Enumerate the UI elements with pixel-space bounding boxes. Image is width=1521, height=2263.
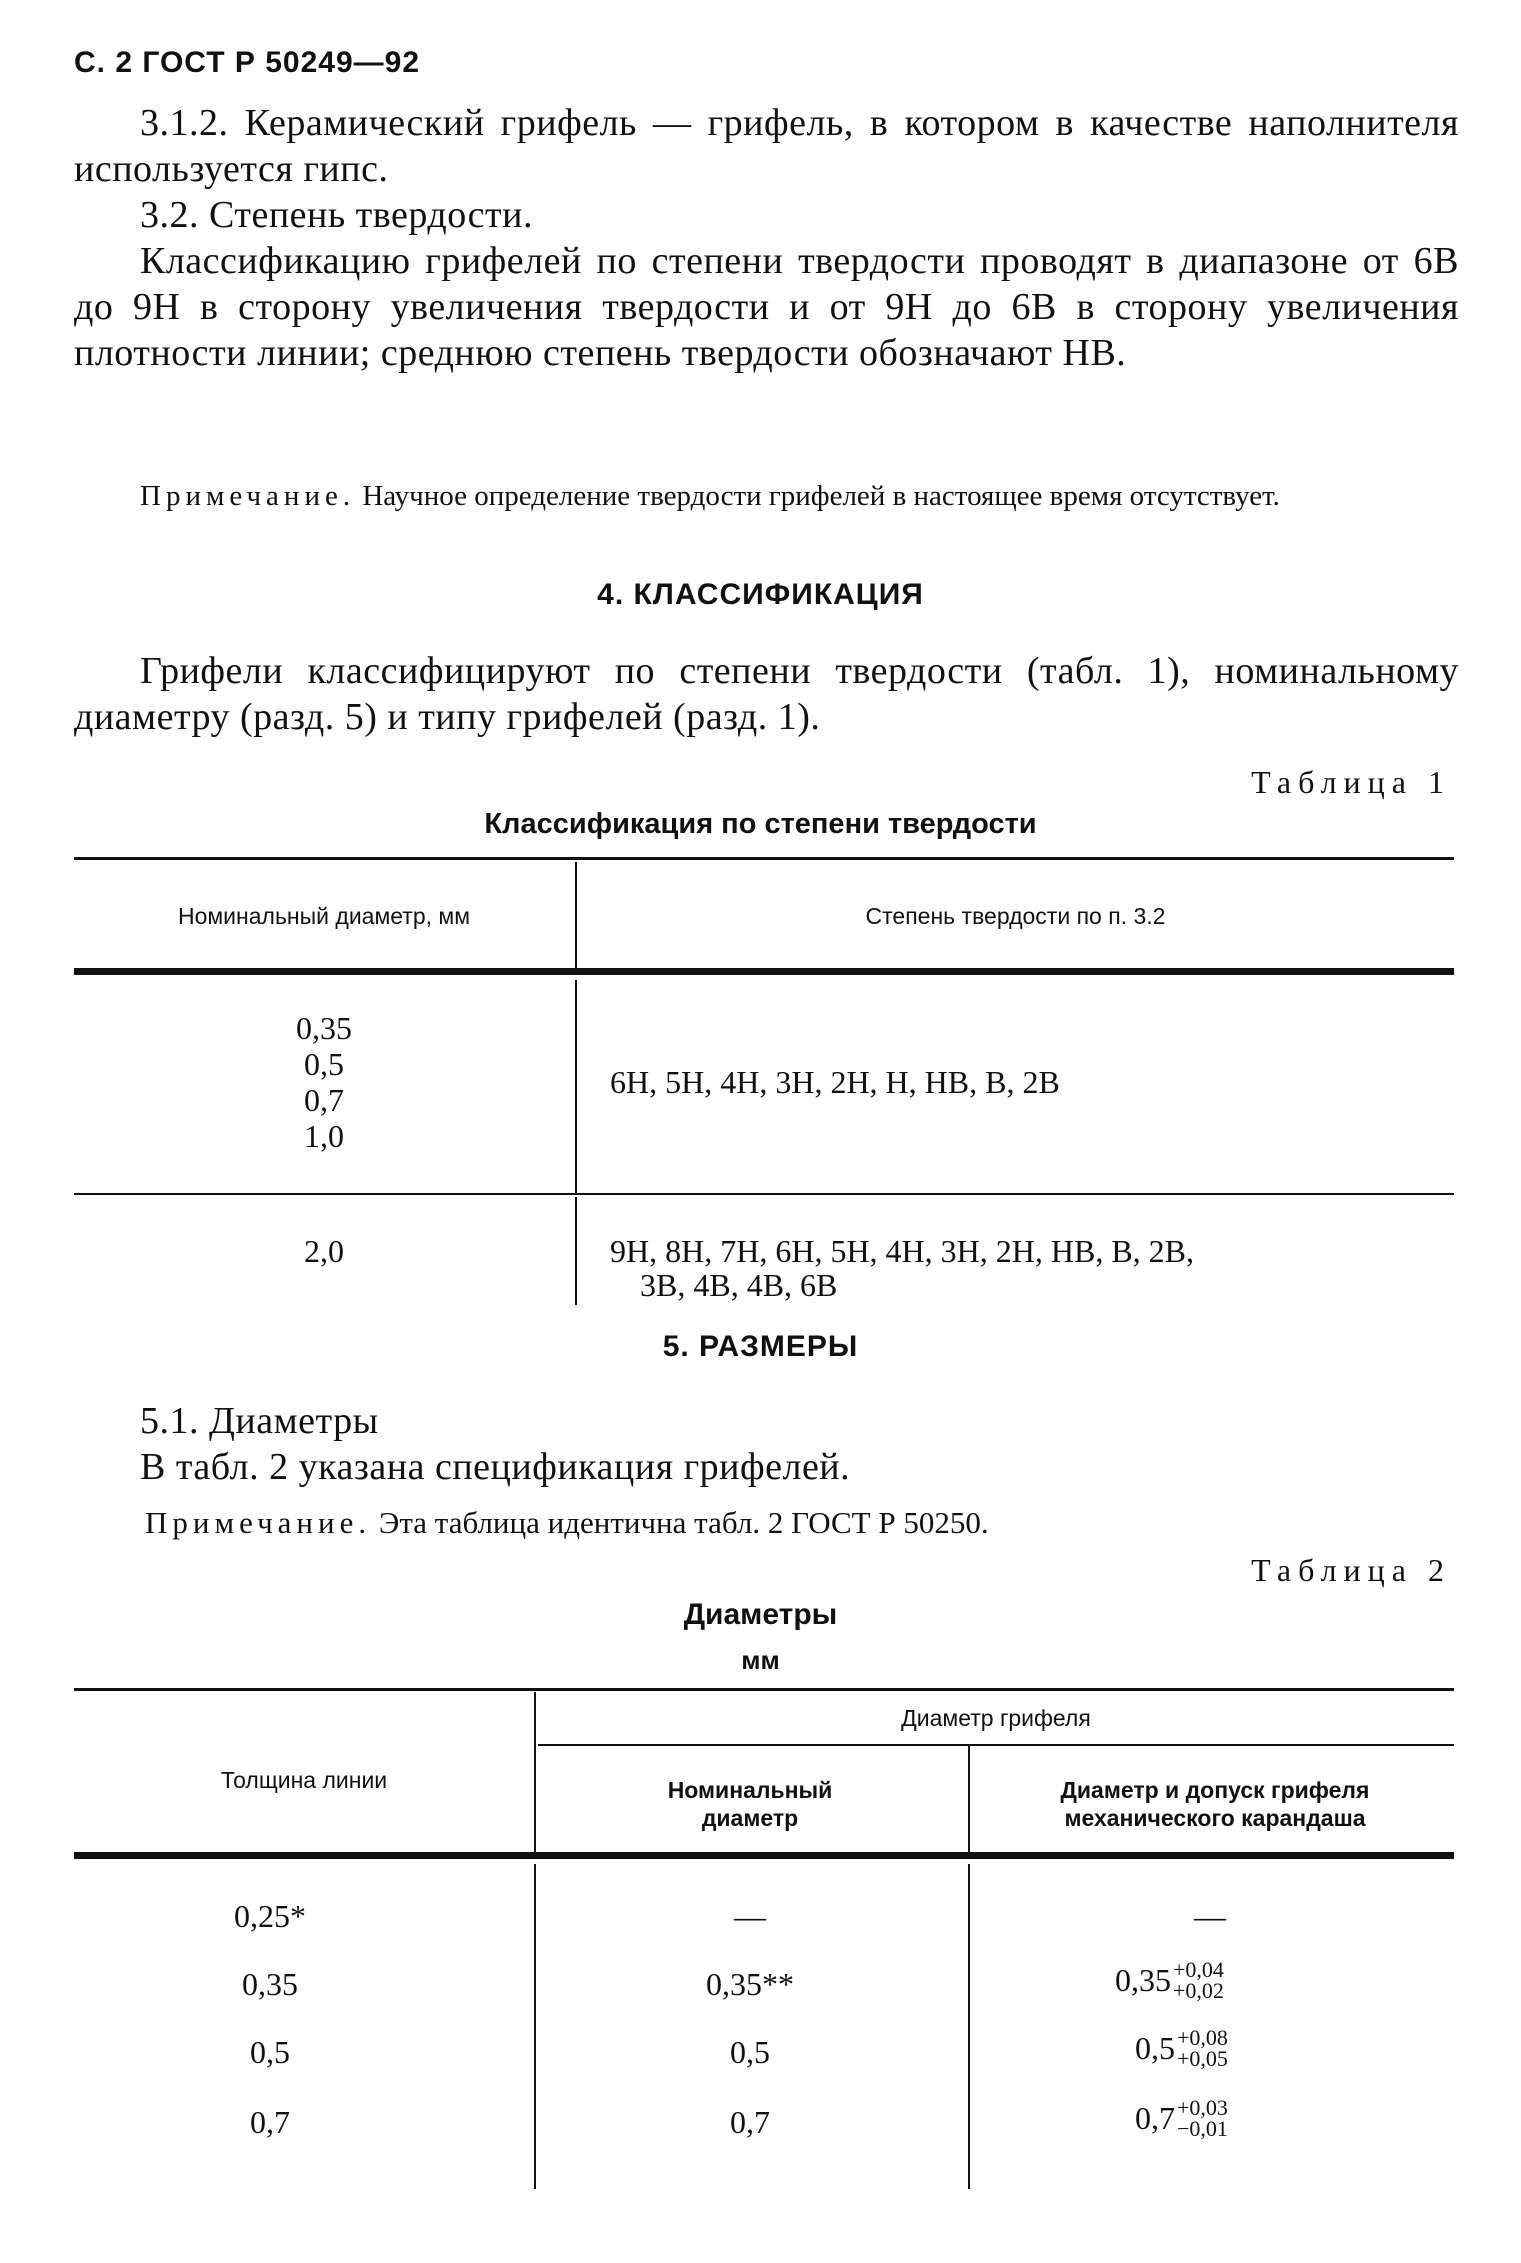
table-2-header-mech: Диаметр и допуск грифеля механического карандаша xyxy=(1060,1777,1370,1831)
mech-diameter: 0,5 xyxy=(1135,2030,1175,2066)
table-2-divider-2 xyxy=(968,1864,970,2189)
table-2-row-nominal: 0,5 xyxy=(730,2034,770,2070)
table-2-top-rule xyxy=(74,1688,1454,1691)
tolerance-upper: +0,03 xyxy=(1177,2094,1228,2120)
diameter-value: 0,5 xyxy=(304,1046,344,1082)
mech-diameter: 0,7 xyxy=(1135,2100,1175,2136)
table-2-divider-1 xyxy=(534,1692,536,1852)
table-2-row-line: 0,35 xyxy=(242,1966,298,2002)
tolerance xyxy=(1177,2094,1228,2141)
paragraph-5-1: 5.1. Диаметры xyxy=(140,1400,379,1442)
table-1-header-grade: Степень твердости по п. 3.2 xyxy=(865,903,1166,929)
table-2-divider-1 xyxy=(534,1864,536,2189)
tolerance-lower: +0,05 xyxy=(1177,2045,1228,2071)
table-2-row-mech xyxy=(1115,1956,1224,2005)
table-2-title: Диаметры xyxy=(683,1598,838,1631)
table-1-row-2-grades-line1: 9H, 8H, 7H, 6H, 5H, 4H, 3H, 2H, HB, B, 2B, xyxy=(610,1233,1195,1269)
tolerance xyxy=(1177,2024,1228,2071)
note-1-label: Примечание. xyxy=(140,480,356,512)
table-2-row-nominal: 0,7 xyxy=(730,2104,770,2140)
table-1-header-diameter: Номинальный диаметр, мм xyxy=(177,903,471,929)
table-1-divider xyxy=(575,980,577,1193)
table-1-top-rule xyxy=(74,857,1454,860)
note-2 xyxy=(145,1505,1445,1541)
table-1-label: Таблица 1 xyxy=(1251,764,1451,800)
tolerance xyxy=(1173,1956,1224,2003)
table-1-title: Классификация по степени твердости xyxy=(484,808,1037,840)
paragraph-5-1-text: В табл. 2 указана спецификация грифелей. xyxy=(140,1446,851,1488)
table-2-header-line: Толщина линии xyxy=(220,1767,388,1793)
tolerance-upper: +0,04 xyxy=(1173,1956,1224,1982)
note-1 xyxy=(74,478,1459,514)
table-2-row-mech xyxy=(1135,2094,1228,2143)
table-2-header-nominal: Номинальный диаметр xyxy=(667,1777,833,1831)
paragraph-3-1-2: 3.1.2. Керамический грифель — грифель, в котором в качестве наполнителя используется гипс. xyxy=(74,102,1459,190)
section-4-text: Грифели классифицируют по степени твердости (табл. 1), номинальному диаметру (разд. 5) и типу грифелей (разд. 1). xyxy=(74,650,1459,738)
note-2-label: Примечание. xyxy=(145,1505,372,1540)
diameter-value: 0,7 xyxy=(304,1082,344,1118)
table-1-row-rule xyxy=(74,1193,1454,1195)
table-2-row-nominal: 0,35** xyxy=(706,1966,794,2002)
table-1-row-1-grades: 6H, 5H, 4H, 3H, 2H, H, HB, B, 2B xyxy=(610,1064,1060,1100)
paragraph-3-2-title: 3.2. Степень твердости. xyxy=(140,194,533,236)
table-2-subheader-rule xyxy=(538,1744,1454,1746)
table-2-row-line: 0,25* xyxy=(234,1898,306,1934)
table-2-row-mech: — xyxy=(1194,1898,1226,1934)
table-2-label: Таблица 2 xyxy=(1251,1552,1451,1588)
section-5-title: 5. РАЗМЕРЫ xyxy=(662,1330,859,1363)
section-4-title: 4. КЛАССИФИКАЦИЯ xyxy=(597,578,924,611)
table-1-header-rule xyxy=(74,968,1454,975)
note-1-text: Научное определение твердости грифелей в настоящее время отсутствует. xyxy=(355,480,1280,512)
page-header: С. 2 ГОСТ Р 50249—92 xyxy=(74,46,421,79)
table-2-row-line: 0,5 xyxy=(250,2034,290,2070)
mech-diameter: 0,35 xyxy=(1115,1962,1171,1998)
tolerance-upper: +0,08 xyxy=(1177,2024,1228,2050)
tolerance-lower: −0,01 xyxy=(1177,2115,1228,2141)
table-2-header-group: Диаметр грифеля xyxy=(901,1705,1091,1731)
table-2-row-mech xyxy=(1135,2024,1228,2073)
diameter-value: 1,0 xyxy=(304,1118,344,1154)
tolerance-lower: +0,02 xyxy=(1173,1977,1224,2003)
table-1-row-1-diameters xyxy=(74,1010,574,1154)
table-2-row-line: 0,7 xyxy=(250,2104,290,2140)
table-1-row-2-grades-line2: 3B, 4B, 4B, 6B xyxy=(640,1267,838,1303)
table-2-row-nominal: — xyxy=(734,1898,766,1934)
table-1-divider xyxy=(575,1197,577,1305)
diameter-value: 0,35 xyxy=(296,1010,352,1046)
table-2-unit: мм xyxy=(741,1645,780,1675)
table-2-header-rule xyxy=(74,1852,1454,1859)
table-1-row-2-diameter: 2,0 xyxy=(304,1233,344,1269)
table-2-divider-2 xyxy=(968,1746,970,1852)
paragraph-3-2-body: Классификацию грифелей по степени твердости проводят в диапазоне от 6В до 9Н в сторону увеличения твердости и от 9Н до 6В в сторону увеличения плотности линии; среднюю степень твердости обозначают НВ. xyxy=(74,240,1459,374)
note-2-text: Эта таблица идентична табл. 2 ГОСТ Р 50250. xyxy=(371,1505,989,1540)
